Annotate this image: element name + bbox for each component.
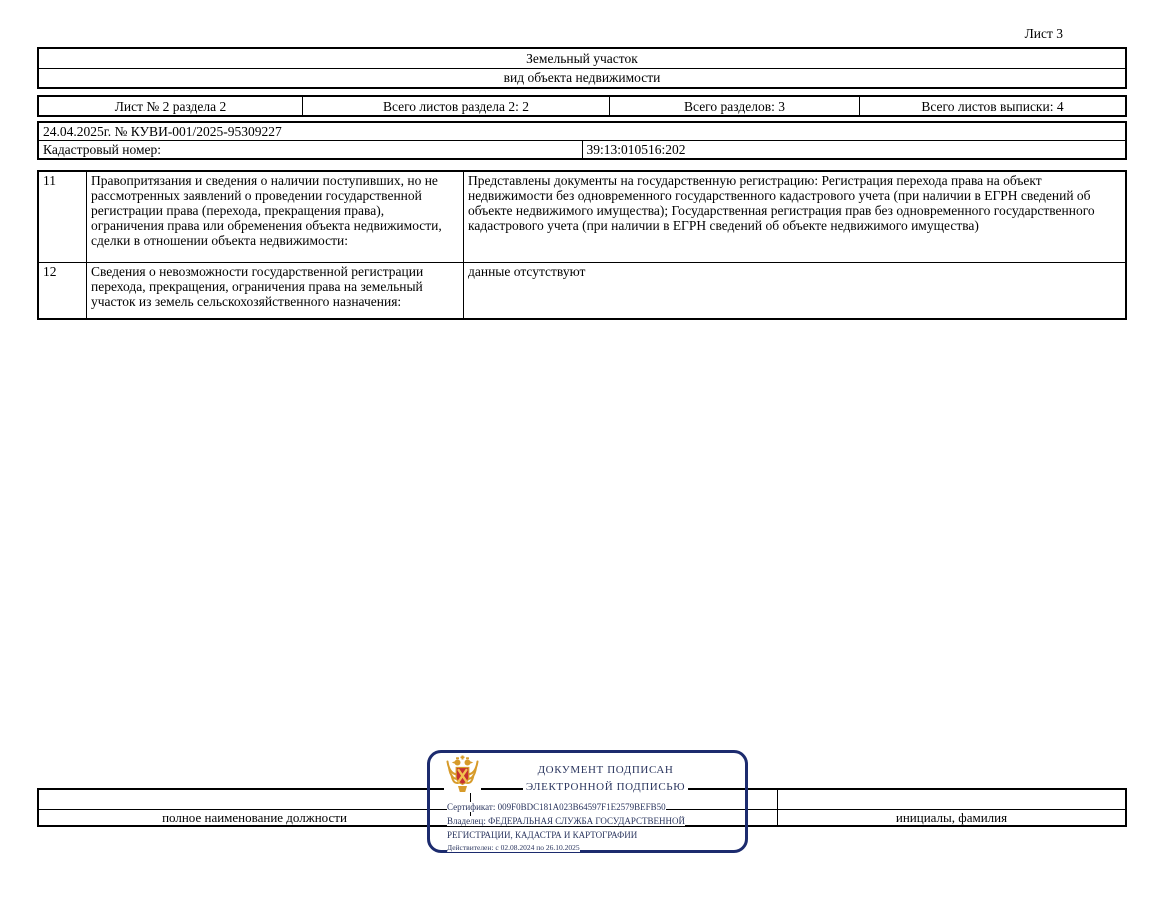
stamp-title [470, 762, 741, 796]
stamp-title-line2: ЭЛЕКТРОННОЙ ПОДПИСЬЮ [470, 779, 741, 796]
request-table [37, 121, 1127, 160]
sheet-meta-table [37, 95, 1127, 117]
meta-sheet-of-section: Лист № 2 раздела 2 [38, 96, 303, 116]
object-type-table [37, 47, 1127, 89]
table-row [38, 262, 1126, 319]
position-caption: полное наименование должности [38, 809, 471, 826]
sheet-number-label: Лист 3 [1024, 26, 1063, 41]
table-row [38, 171, 1126, 262]
row-label: Правопритязания и сведения о наличии поступивших, но не рассмотренных заявлений о проведении государственной регистрации права (перехода, прекращения права), ограничения права или обременения объекта недвижимости, сделки в отношении объекта недвижимости: [87, 171, 464, 262]
stamp-title-line1: ДОКУМЕНТ ПОДПИСАН [470, 762, 741, 779]
object-type-title: Земельный участок [38, 48, 1126, 68]
row-number: 11 [38, 171, 87, 262]
signature-position-cell [38, 789, 471, 809]
meta-total-sections: Всего разделов: 3 [610, 96, 860, 116]
meta-total-sheets-extract: Всего листов выписки: 4 [860, 96, 1127, 116]
row-value: Представлены документы на государственную регистрацию: Регистрация перехода права на объект недвижимости без одновременного государственного кадастрового учета (при наличии в ЕГРН сведений об объекте недвижимого имущества); Государственная регистрация прав без одновременного государственного кадастрового учета (при наличии в ЕГРН сведений об объекте недвижимого имущества) [464, 171, 1127, 262]
stamp-validity-line: Действителен: с 02.08.2024 по 26.10.2025 [447, 843, 580, 852]
signature-name-cell [778, 789, 1127, 809]
object-type-caption: вид объекта недвижимости [38, 68, 1126, 88]
row-number: 12 [38, 262, 87, 319]
row-label: Сведения о невозможности государственной регистрации перехода, прекращения, ограничения права на земельный участок из земель сельскохозяйственного назначения: [87, 262, 464, 319]
stamp-owner-line: Владелец: ФЕДЕРАЛЬНАЯ СЛУЖБА ГОСУДАРСТВЕННОЙ РЕГИСТРАЦИИ, КАДАСТРА И КАРТОГРАФИИ [447, 816, 686, 840]
stamp-details [447, 800, 729, 854]
name-caption: инициалы, фамилия [778, 809, 1127, 826]
cadastral-number-label: Кадастровый номер: [38, 140, 582, 159]
row-value: данные отсутствуют [464, 262, 1127, 319]
details-table [37, 170, 1127, 320]
request-number-line: 24.04.2025г. № КУВИ-001/2025-95309227 [38, 122, 1126, 140]
stamp-certificate-line: Сертификат: 009F0BDC181A023B64597F1E2579BEFB50 [447, 802, 666, 812]
meta-total-sheets-section: Всего листов раздела 2: 2 [303, 96, 610, 116]
cadastral-number-value: 39:13:010516:202 [582, 140, 1126, 159]
electronic-signature-stamp [427, 750, 748, 853]
